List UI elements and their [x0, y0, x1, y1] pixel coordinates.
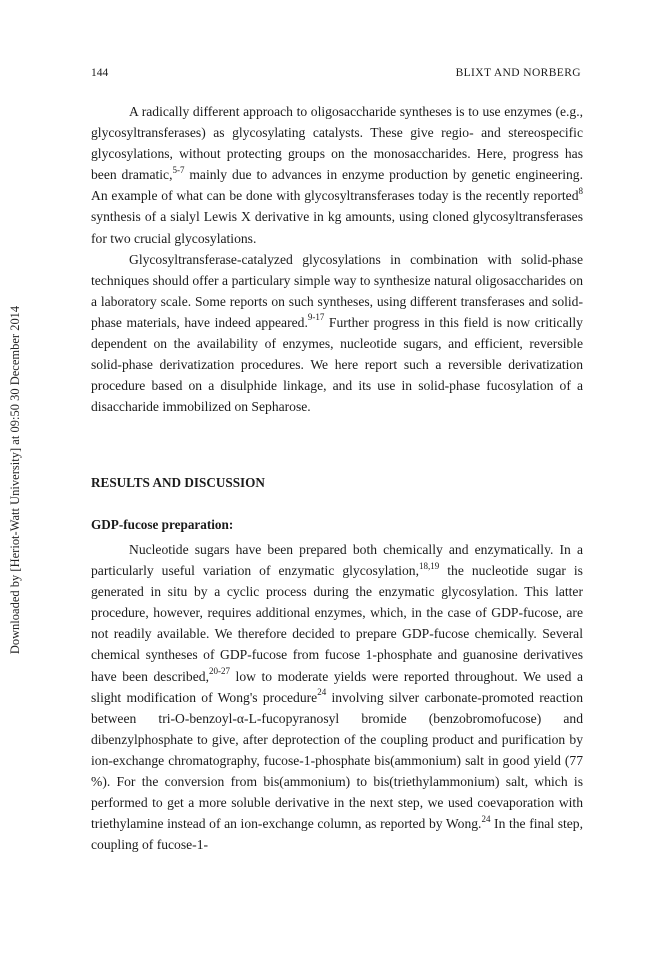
paragraph: Nucleotide sugars have been prepared both chemically and enzymatically. In a particularly useful variation of enzymatic glycosylation,$^{18,19}$ the nucleotide sugar is generated in situ by a cyclic process during the enzymatic glycosylation. This latter procedure, however, requires additional enzymes, which, in the case of GDP-fucose, are not readily available. We therefore decided to prepare GDP-fucose chemically. Several chemical syntheses of GDP-fucose from fucose 1-phosphate and guanosine derivatives have been described,$^{20-27}$ low to moderate yields were reported throughout. We used a slight modification of Wong's procedure$^{24}$ involving silver carbonate-promoted reaction between tri-O-benzoyl-α-L-fucopyranosyl bromide (benzobromofucose) and dibenzylphosphate to give, after deprotection of the coupling product and purification by ion-exchange chromatography, fucose-1-phosphate bis(ammonium) salt in good yield (77 %). For the conversion from bis(ammonium) to bis(triethylammonium) salt, which is performed to get a more soluble derivative in the next step, we used coevaporation with triethylamine instead of an ion-exchange column, as reported by Wong.$^{24}$ In the final step, coupling of fucose-1-: [91, 542, 584, 853]
citation: 18,19: [419, 560, 440, 571]
page-header: [91, 67, 581, 87]
body-section: [91, 539, 583, 855]
citation: 5-7: [172, 164, 185, 175]
running-head: BLIXT AND NORBERG: [455, 67, 581, 79]
section-heading: RESULTS AND DISCUSSION: [91, 475, 265, 490]
citation: 24: [481, 813, 491, 824]
intro-section: [91, 101, 583, 417]
paragraph: Glycosyltransferase-catalyzed glycosylations in combination with solid-phase techniques should offer a particulary simple way to synthesize natural oligosaccharides on a laboratory scale. Some reports on such syntheses, using different transferases and solid-phase materials, have indeed appeared.$^{9-17}$ Further progress in this field is now critically dependent on the availability of enzymes, nucleotide sugars, and efficient, reversible solid-phase derivatization procedures. We here report such a reversible derivatization procedure based on a disulphide linkage, and its use in solid-phase fucosylation of a disaccharide immobilized on Sepharose.: [91, 251, 583, 415]
download-watermark: Downloaded by [Heriot-Watt University] at 09:50 30 December 2014: [8, 305, 22, 655]
page-number: 144: [91, 67, 109, 79]
paragraph: A radically different approach to oligosaccharide syntheses is to use enzymes (e.g., glycosyltransferases) as glycosylating catalysts. These give regio- and stereospecific glycosylations, without protecting groups on the monosaccharides. Here, progress has been dramatic,$^{5-7}$ mainly due to advances in enzyme production by genetic engineering. An example of what can be done with glycosyltransferases today is the recently reported$^8$ synthesis of a sialyl Lewis X derivative in kg amounts, using cloned glycosyltransferases for two crucial glycosylations.: [91, 104, 583, 246]
citation: 20-27: [208, 666, 230, 677]
subsection-heading: GDP-fucose preparation:: [91, 517, 234, 532]
citation: 9-17: [307, 312, 325, 323]
citation: 8: [578, 185, 583, 196]
citation: 24: [317, 687, 327, 698]
